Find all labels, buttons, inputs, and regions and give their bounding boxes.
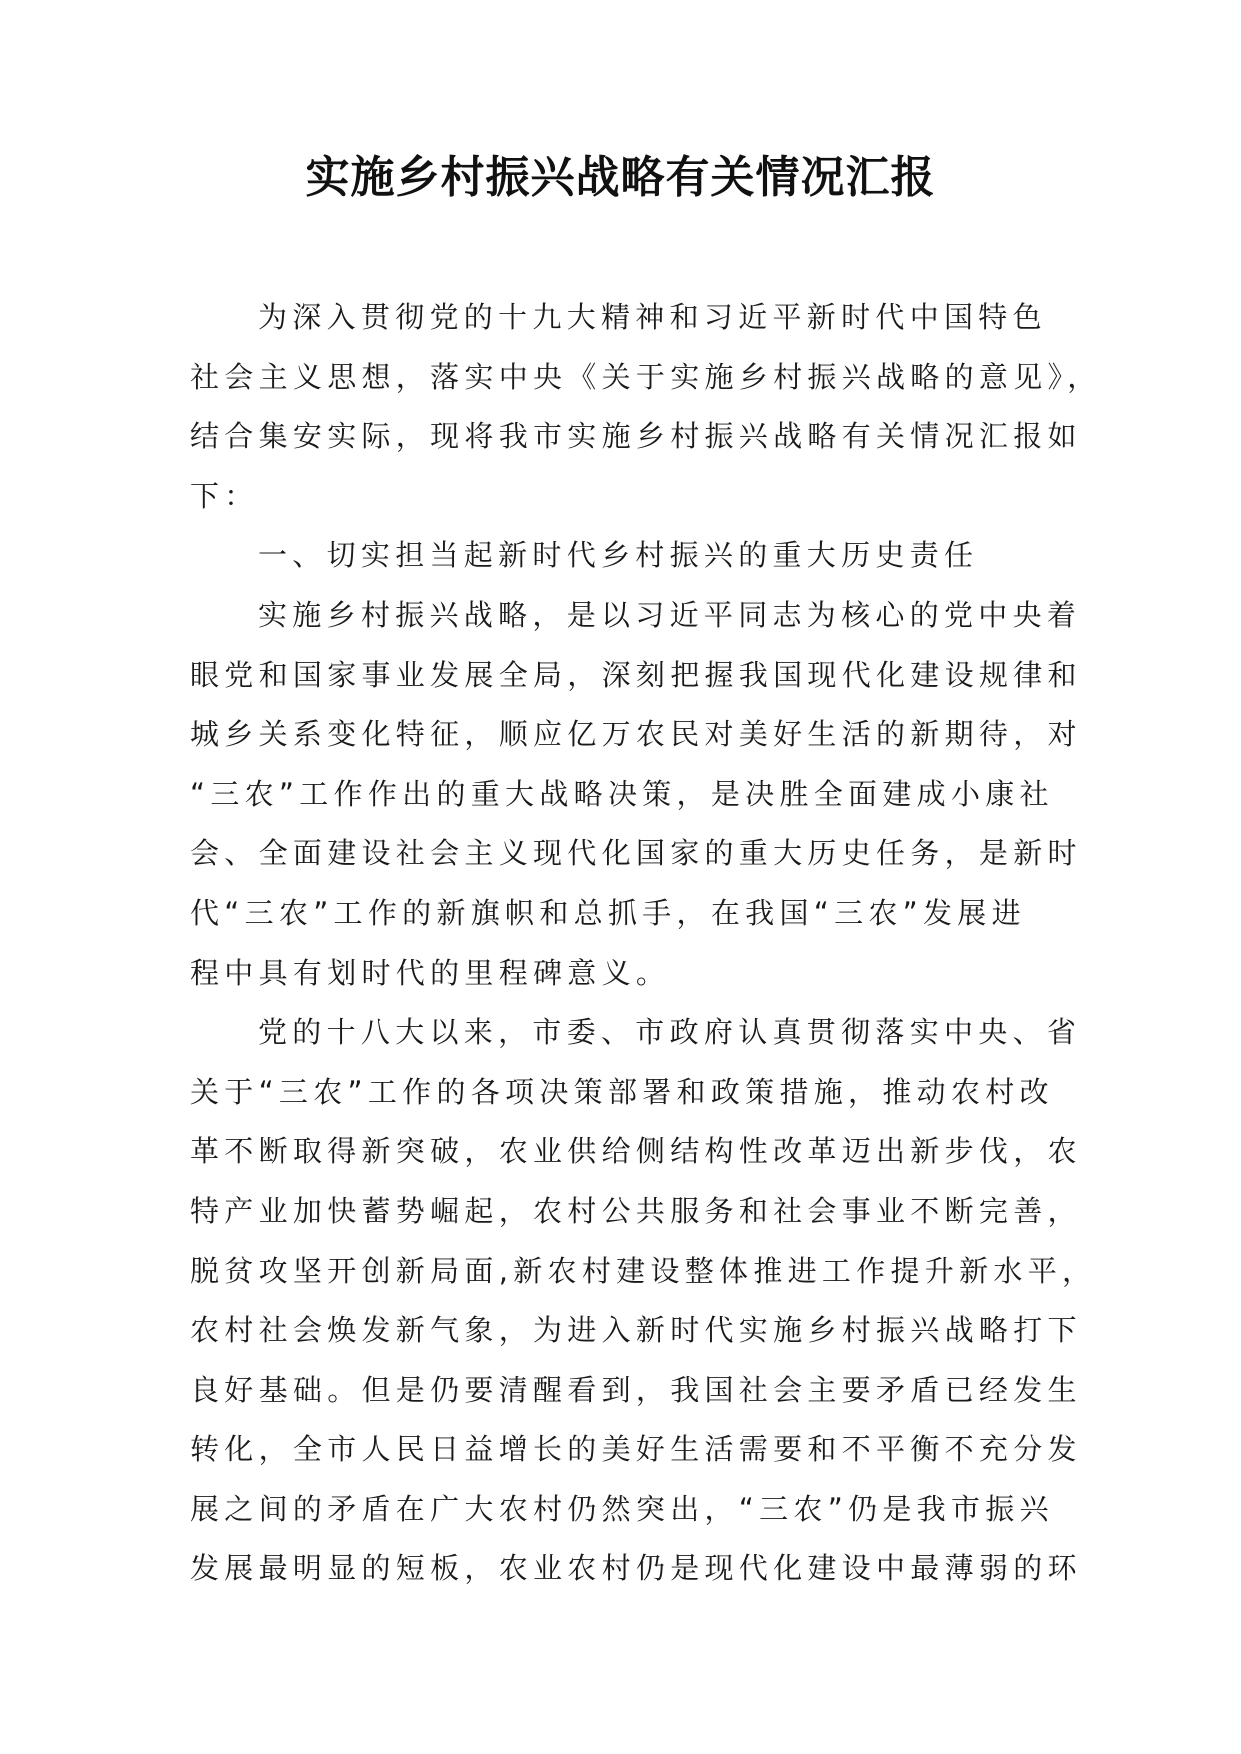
text-line: 实施乡村振兴战略，是以习近平同志为核心的党中央着 — [258, 597, 1082, 632]
text-line: 社会主义思想，落实中央《关于实施乡村振兴战略的意见》， — [190, 359, 1102, 394]
text-line: 下： — [190, 478, 259, 513]
text-line: 眼党和国家事业发展全局，深刻把握我国现代化建设规律和 — [190, 657, 1082, 692]
text-line: 脱贫攻坚开创新局面,新农村建设整体推进工作提升新水平， — [190, 1253, 1097, 1288]
text-line: 党的十八大以来，市委、市政府认真贯彻落实中央、省 — [258, 1015, 1082, 1050]
text-line: 为深入贯彻党的十九大精神和习近平新时代中国特色 — [258, 300, 1047, 334]
text-line: 结合集安实际，现将我市实施乡村振兴战略有关情况汇报如 — [190, 419, 1082, 454]
text-line: 城乡关系变化特征，顺应亿万农民对美好生活的新期待，对 — [190, 717, 1082, 752]
text-line: “三农”工作作出的重大战略决策，是决胜全面建成小康社 — [190, 776, 1054, 811]
text-line: 关于“三农”工作的各项决策部署和政策措施，推动农村改 — [190, 1074, 1054, 1109]
text-line: 代“三农”工作的新旗帜和总抓手，在我国“三农”发展进 — [190, 895, 1026, 930]
text-line: 农村社会焕发新气象，为进入新时代实施乡村振兴战略打下 — [190, 1313, 1082, 1348]
document-title: 实施乡村振兴战略有关情况汇报 — [305, 152, 936, 203]
text-line: 发展最明显的短板，农业农村仍是现代化建设中最薄弱的环 — [190, 1551, 1082, 1586]
text-line: 展之间的矛盾在广大农村仍然突出，“三农”仍是我市振兴 — [190, 1491, 1054, 1526]
text-line: 良好基础。但是仍要清醒看到，我国社会主要矛盾已经发生 — [190, 1372, 1082, 1407]
text-line: 特产业加快蓄势崛起，农村公共服务和社会事业不断完善， — [190, 1193, 1082, 1228]
text-line: 革不断取得新突破，农业供给侧结构性改革迈出新步伐，农 — [190, 1134, 1082, 1169]
text-line: 程中具有划时代的里程碑意义。 — [190, 955, 671, 990]
text-line: 一、切实担当起新时代乡村振兴的重大历史责任 — [258, 538, 979, 573]
text-line: 会、全面建设社会主义现代化国家的重大历史任务，是新时 — [190, 836, 1082, 871]
document-body — [190, 288, 1102, 1599]
text-line: 转化，全市人民日益增长的美好生活需要和不平衡不充分发 — [190, 1432, 1082, 1467]
